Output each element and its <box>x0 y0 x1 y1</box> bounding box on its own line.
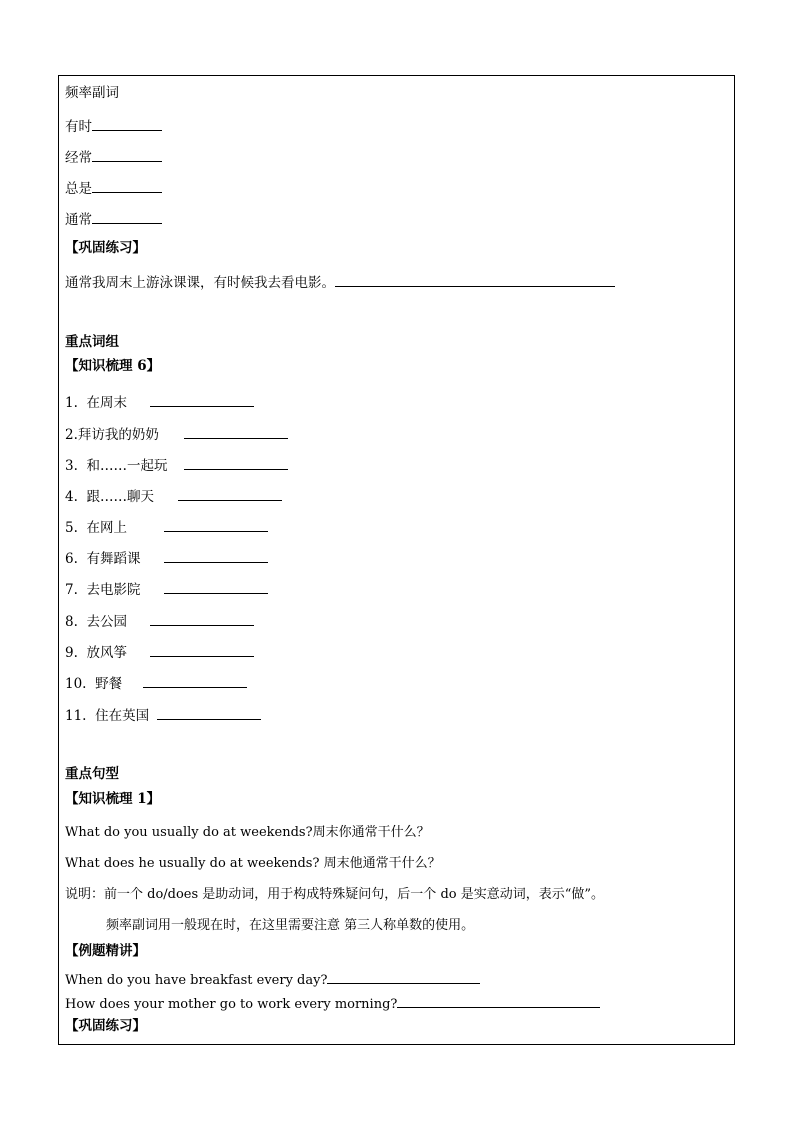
phrase-num: 9. <box>65 645 78 661</box>
phrase-num: 6. <box>65 551 78 567</box>
sentence-example-2: What does he usually do at weekends? 周末他通常干什么？ <box>65 856 441 871</box>
freq-item-always <box>65 178 162 197</box>
sentence-example-1: What do you usually do at weekends?周末你通常干什么？ <box>65 825 430 840</box>
phrase-text: 在网上 <box>86 520 127 536</box>
phrase-text: 和……一起玩 <box>86 458 168 474</box>
answer-blank[interactable] <box>150 642 254 657</box>
example-question: When do you have breakfast every day? <box>65 973 328 988</box>
answer-blank[interactable] <box>92 209 162 224</box>
phrase-text: 野餐 <box>95 676 123 692</box>
example-question-row <box>65 993 600 1013</box>
phrase-row <box>65 424 288 443</box>
sentence-note-1: 说明：前一个 do/does 是助动词，用于构成特殊疑问句，后一个 do 是实意动词，表示“做”。 <box>65 887 605 902</box>
phrase-row <box>65 579 268 598</box>
phrase-num: 10. <box>65 676 87 692</box>
answer-blank[interactable] <box>157 705 261 720</box>
answer-blank[interactable] <box>164 579 268 594</box>
phrases-header: 【知识梳理 6】 <box>65 358 161 374</box>
phrase-row <box>65 705 261 724</box>
phrase-row <box>65 486 282 505</box>
phrase-text: 有舞蹈课 <box>86 551 141 567</box>
answer-blank[interactable] <box>184 455 288 470</box>
freq-item-label: 通常 <box>65 212 92 228</box>
answer-blank[interactable] <box>184 424 288 439</box>
phrase-text: 放风筝 <box>86 645 127 661</box>
freq-item-sometimes <box>65 116 162 135</box>
phrase-text: 跟……聊天 <box>86 489 154 505</box>
phrase-row <box>65 548 268 567</box>
phrase-row <box>65 392 254 411</box>
freq-item-label: 经常 <box>65 150 92 166</box>
examples-header: 【例题精讲】 <box>65 943 146 959</box>
phrase-num: 8. <box>65 614 78 630</box>
phrase-row <box>65 642 254 661</box>
phrase-text: 住在英国 <box>95 708 150 724</box>
phrase-num: 3. <box>65 458 78 474</box>
phrase-num: 2. <box>65 427 78 443</box>
phrases-title: 重点词组 <box>65 334 119 350</box>
example-question-row <box>65 969 480 989</box>
sentence-note-2: 频率副词用一般现在时，在这里需要注意 第三人称单数的使用。 <box>106 918 475 933</box>
phrase-num: 7. <box>65 582 78 598</box>
practice1-sentence: 通常我周末上游泳课课，有时候我去看电影。 <box>65 275 335 291</box>
freq-item-often <box>65 147 162 166</box>
answer-blank[interactable] <box>164 517 268 532</box>
answer-blank[interactable] <box>164 548 268 563</box>
phrase-num: 4. <box>65 489 78 505</box>
practice1-header: 【巩固练习】 <box>65 240 146 256</box>
phrase-num: 1. <box>65 395 78 411</box>
practice2-header: 【巩固练习】 <box>65 1018 146 1034</box>
answer-blank[interactable] <box>397 993 600 1008</box>
phrase-row <box>65 673 247 692</box>
answer-blank[interactable] <box>92 116 162 131</box>
phrase-text: 在周末 <box>86 395 127 411</box>
answer-blank[interactable] <box>143 673 247 688</box>
freq-title: 频率副词 <box>65 85 119 101</box>
phrase-num: 11. <box>65 708 87 724</box>
phrase-row <box>65 455 288 474</box>
practice1-sentence-row <box>65 272 615 291</box>
answer-blank[interactable] <box>92 178 162 193</box>
freq-item-usually <box>65 209 162 228</box>
phrase-text: 去电影院 <box>86 582 141 598</box>
answer-blank[interactable] <box>178 486 282 501</box>
answer-blank[interactable] <box>150 611 254 626</box>
phrase-row <box>65 517 268 536</box>
sentences-title: 重点句型 <box>65 766 119 782</box>
answer-blank[interactable] <box>327 969 480 984</box>
freq-item-label: 有时 <box>65 119 92 135</box>
freq-item-label: 总是 <box>65 181 92 197</box>
phrase-num: 5. <box>65 520 78 536</box>
phrase-text: 去公园 <box>86 614 127 630</box>
answer-blank[interactable] <box>92 147 162 162</box>
example-question: How does your mother go to work every morning? <box>65 997 398 1012</box>
phrase-text: 拜访我的奶奶 <box>77 427 159 443</box>
answer-blank[interactable] <box>335 272 615 287</box>
answer-blank[interactable] <box>150 392 254 407</box>
phrase-row <box>65 611 254 630</box>
sentences-header: 【知识梳理 1】 <box>65 791 161 807</box>
